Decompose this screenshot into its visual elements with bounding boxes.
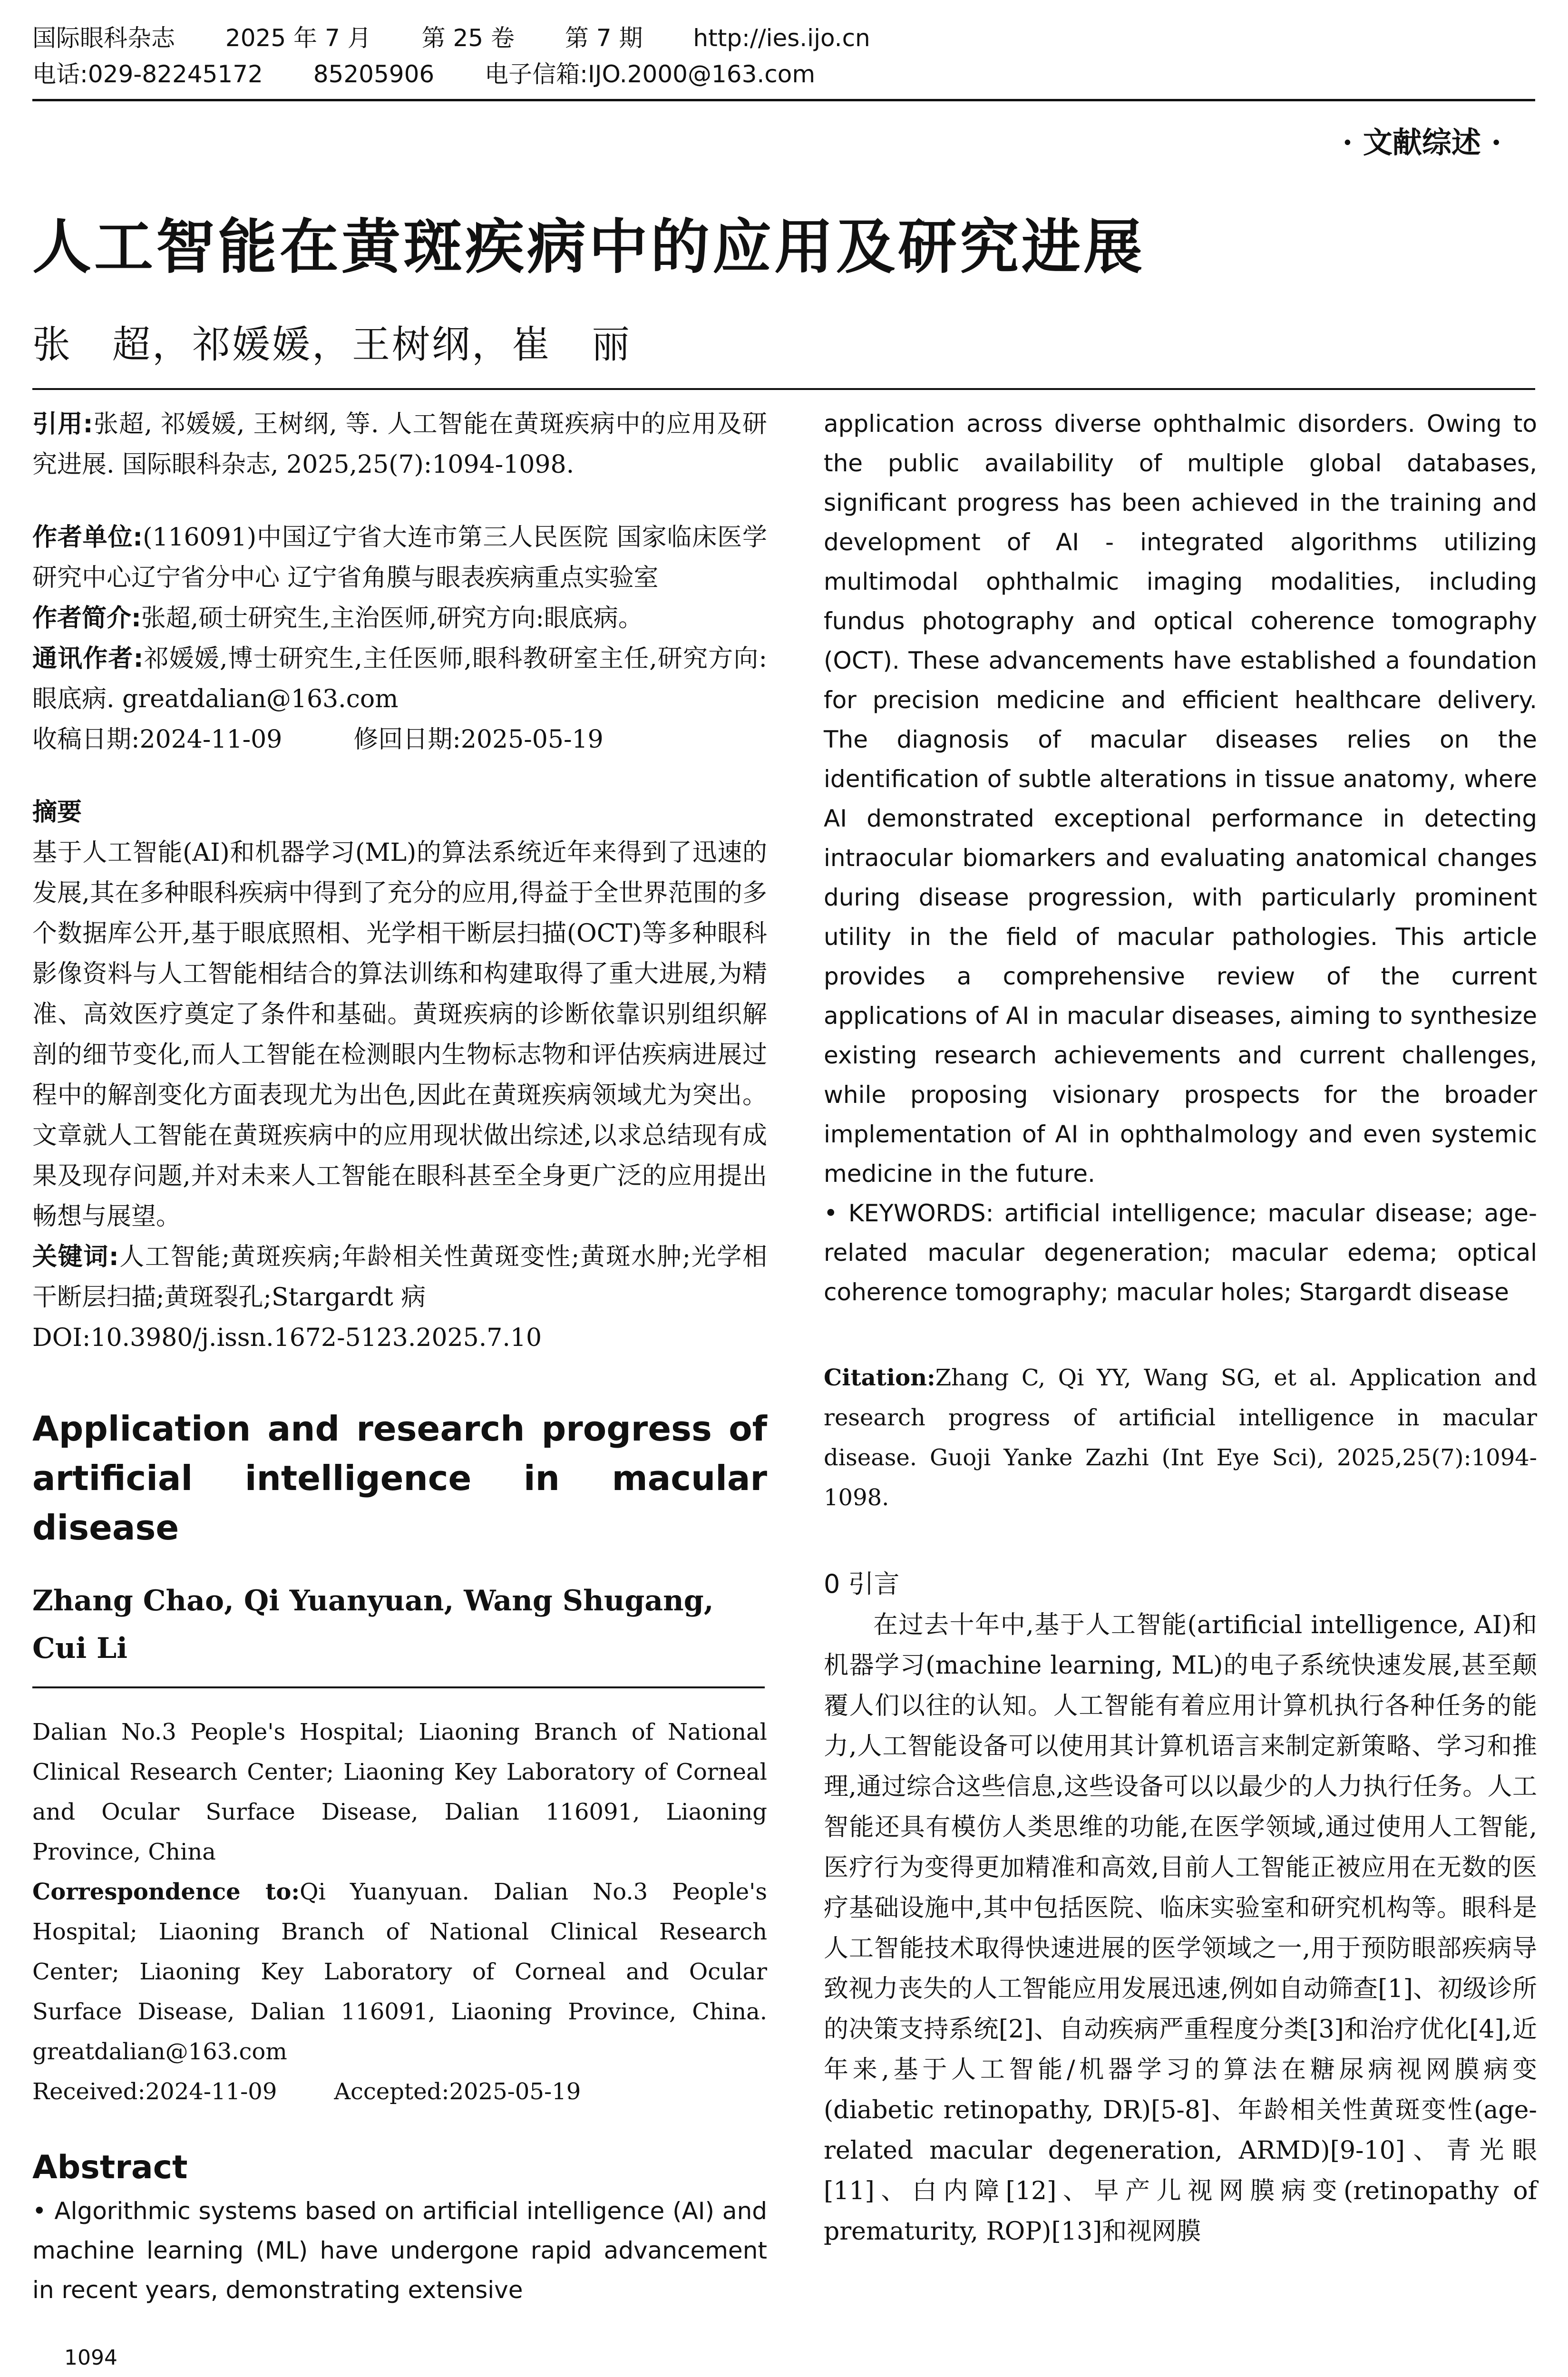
abstract-cn-text: 基于人工智能(AI)和机器学习(ML)的算法系统近年来得到了迅速的发展,其在多种眼科疾病中得到了充分的应用,得益于全世界范围的多个数据库公开,基于眼底照相、光学相干断层扫描(OCT)等多种眼科影像资料与人工智能相结合的算法训练和构建取得了重大进展,为精准、高效医疗奠定了条件和基础。黄斑疾病的诊断依靠识别组织解剖的细节变化,而人工智能在检测眼内生物标志物和评估疾病进展过程中的解剖变化方面表现尤为出色,因此在黄斑疾病领域尤为突出。文章就人工智能在黄斑疾病中的应用现状做出综述,以求总结现有成果及现存问题,并对未来人工智能在眼科甚至全身更广泛的应用提出畅想与展望。 bbox=[32, 838, 767, 1231]
revised-cn: 修回日期:2025-05-19 bbox=[353, 725, 604, 754]
intro-heading: 0 引言 bbox=[824, 1569, 900, 1599]
english-received: Received:2024-11-09 bbox=[32, 2078, 277, 2105]
english-authors: Zhang Chao, Qi Yuanyuan, Wang Shugang, Cui Li bbox=[32, 1584, 714, 1665]
english-correspondence-text: Qi Yuanyuan. Dalian No.3 People's Hospital; Liaoning Branch of National Clinical Research Center; Liaoning Key Laboratory of Corneal and Ocular Surface Disease, Dalian 116091, Liaoning Province, China. greatdalian@163.com bbox=[32, 1879, 768, 2065]
english-keywords bbox=[824, 1194, 1537, 1312]
journal-header bbox=[32, 20, 1535, 92]
english-abstract-start: • Algorithmic systems based on artificial intelligence (AI) and machine learning (ML) have undergone rapid advancement in recent years, demonstrating extensive bbox=[32, 2197, 767, 2304]
received-cn: 收稿日期:2024-11-09 bbox=[32, 725, 282, 754]
left-column bbox=[32, 404, 767, 2310]
title-rule bbox=[32, 388, 1535, 390]
english-citation bbox=[824, 1358, 1537, 1518]
correspondence-cn bbox=[32, 639, 767, 720]
english-abstract-continued: application across diverse ophthalmic disorders. Owing to the public availability of multiple global databases, significant progress has been achieved in the training and development of AI - integrated algorithms utilizing multimodal ophthalmic imaging modalities, including fundus photography and optical coherence tomography (OCT). These advancements have established a foundation for precision medicine and efficient healthcare delivery. The diagnosis of macular diseases relies on the identification of subtle alterations in tissue anatomy, where AI demonstrated exceptional performance in detecting intraocular biomarkers and evaluating anatomical changes during disease progression, with particularly prominent utility in the field of macular pathologies. This article provides a comprehensive review of the current applications of AI in macular diseases, aiming to synthesize existing research achievements and current challenges, while proposing visionary prospects for the broader implementation of AI in ophthalmology and even systemic medicine in the future. bbox=[824, 410, 1537, 1188]
english-correspondence-label: Correspondence to: bbox=[32, 1879, 300, 1905]
phone-2: 85205906 bbox=[313, 60, 435, 88]
english-title: Application and research progress of artificial intelligence in macular disease bbox=[32, 1409, 767, 1548]
email[interactable]: 电子信箱:IJO.2000@163.com bbox=[485, 60, 816, 88]
author-bio-text: 张超,硕士研究生,主治医师,研究方向:眼底病。 bbox=[141, 604, 643, 633]
journal-name: 国际眼科杂志 bbox=[32, 24, 175, 52]
dates-cn bbox=[32, 720, 767, 760]
issue-date: 2025 年 7 月 bbox=[225, 24, 371, 52]
author-bio bbox=[32, 598, 767, 639]
english-dates bbox=[32, 2072, 767, 2112]
citation-cn bbox=[32, 404, 767, 485]
english-accepted: Accepted:2025-05-19 bbox=[334, 2078, 581, 2105]
affiliation-cn bbox=[32, 517, 767, 598]
phone: 电话:029-82245172 bbox=[32, 60, 263, 88]
citation-cn-text: 张超, 祁媛媛, 王树纲, 等. 人工智能在黄斑疾病中的应用及研究进展. 国际眼科杂志, 2025,25(7):1094-1098. bbox=[32, 410, 767, 479]
issue: 第 7 期 bbox=[565, 24, 643, 52]
english-citation-text: Zhang C, Qi YY, Wang SG, et al. Application and research progress of artificial intelligence in macular disease. Guoji Yanke Zazhi (Int Eye Sci), 2025,25(7):1094-1098. bbox=[824, 1364, 1537, 1511]
english-citation-label: Citation: bbox=[824, 1364, 935, 1391]
section-tag: · 文献综述 · bbox=[1342, 125, 1501, 160]
keywords-cn bbox=[32, 1237, 767, 1318]
english-abstract-heading: Abstract bbox=[32, 2149, 188, 2186]
article-title: 人工智能在黄斑疾病中的应用及研究进展 bbox=[32, 213, 1146, 282]
english-keywords-text: artificial intelligence; macular disease; age-related macular degeneration; macular edema; optical coherence tomography; macular holes; Stargardt disease bbox=[824, 1199, 1537, 1306]
english-correspondence bbox=[32, 1872, 767, 2072]
page-number: 1094 bbox=[64, 2346, 117, 2370]
volume: 第 25 卷 bbox=[421, 24, 515, 52]
citation-cn-label: 引用: bbox=[32, 410, 93, 438]
abstract-cn-heading: 摘要 bbox=[32, 798, 82, 827]
english-affiliation: Dalian No.3 People's Hospital; Liaoning Branch of National Clinical Research Center; Liaoning Key Laboratory of Corneal and Ocular Surface Disease, Dalian 116091, Liaoning Province, China bbox=[32, 1719, 767, 1865]
article-authors: 张 超，祁媛媛，王树纲，崔 丽 bbox=[32, 322, 632, 367]
author-bio-label: 作者简介: bbox=[32, 604, 141, 633]
affiliation-label: 作者单位: bbox=[32, 523, 143, 552]
intro-text: 在过去十年中,基于人工智能(artificial intelligence, AI)和机器学习(machine learning, ML)的电子系统快速发展,甚至颠覆人们以往的认知。人工智能有着应用计算机执行各种任务的能力,人工智能设备可以使用其计算机语言来制定新策略、学习和推理,通过综合这些信息,这些设备可以以最少的人力执行任务。人工智能还具有模仿人类思维的功能,在医学领域,通过使用人工智能,医疗行为变得更加精准和高效,目前人工智能正被应用在无数的医疗基础设施中,其中包括医院、临床实验室和研究机构等。眼科是人工智能技术取得快速进展的医学领域之一,用于预防眼部疾病导致视力丧失的人工智能应用发展迅速,例如自动筛查[1]、初级诊所的决策支持系统[2]、自动疾病严重程度分类[3]和治疗优化[4],近年来,基于人工智能/机器学习的算法在糖尿病视网膜病变(diabetic retinopathy, DR)[5-8]、年龄相关性黄斑变性(age-related macular degeneration, ARMD)[9-10]、青光眼[11]、白内障[12]、早产儿视网膜病变(retinopathy of prematurity, ROP)[13]和视网膜 bbox=[824, 1611, 1537, 2246]
right-column bbox=[824, 404, 1537, 2252]
correspondence-cn-text: 祁媛媛,博士研究生,主任医师,眼科教研室主任,研究方向:眼底病. greatdalian@163.com bbox=[32, 644, 768, 713]
affiliation-text: (116091)中国辽宁省大连市第三人民医院 国家临床医学研究中心辽宁省分中心 辽宁省角膜与眼表疾病重点实验室 bbox=[32, 523, 768, 592]
correspondence-cn-label: 通讯作者: bbox=[32, 644, 144, 673]
keywords-cn-label: 关键词: bbox=[32, 1243, 119, 1271]
header-rule bbox=[32, 99, 1535, 101]
keywords-cn-text: 人工智能;黄斑疾病;年龄相关性黄斑变性;黄斑水肿;光学相干断层扫描;黄斑裂孔;Stargardt 病 bbox=[32, 1243, 767, 1312]
english-keywords-label: • KEYWORDS: bbox=[824, 1199, 994, 1227]
doi[interactable]: DOI:10.3980/j.issn.1672-5123.2025.7.10 bbox=[32, 1324, 542, 1352]
journal-url[interactable]: http://ies.ijo.cn bbox=[693, 24, 870, 52]
